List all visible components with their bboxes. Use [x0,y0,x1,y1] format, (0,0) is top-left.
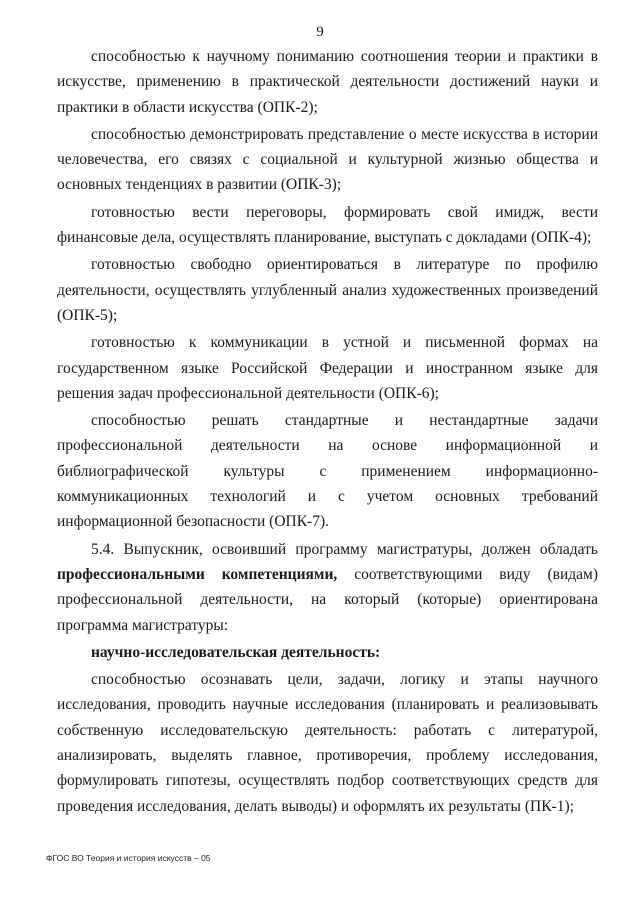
section-5-4-bold-term: профессиональными компетенциями, [57,565,338,583]
paragraph-opk-3: способностью демонстрировать представление о месте искусства в истории человечества, его связях с социальной и культурной жизнью общества и основных тенденциях в развитии (ОПК-3); [57,125,598,194]
subsection-heading: научно-исследовательская деятельность: [91,643,381,661]
paragraph-opk-5: готовностью свободно ориентироваться в литературе по профилю деятельности, осуществлять углубленный анализ художественных произведений (ОПК-5); [57,256,598,324]
paragraph-opk-6: готовностью к коммуникации в устной и письменной формах на государственном языке Российской Федерации и иностранном языке для решения задач профессиональной деятельности (ОПК-6); [57,334,598,402]
document-body [57,44,598,821]
section-5-4-prefix: 5.4. Выпускник, освоивший программу магистратуры, должен обладать [91,540,598,558]
section-5-4-suffix: соответствующими виду (видам) профессиональной деятельности, на который (которые) ориентирована программа магистратуры: [57,565,598,634]
paragraph-opk-7: способностью решать стандартные и нестандартные задачи профессиональной деятельности на основе информационной и библиографической культуры с применением информационно-коммуникационных технологий и с учетом основных требований информационной безопасности (ОПК-7). [57,412,598,531]
page-footer: ФГОС ВО Теория и история искусств – 05 [46,853,211,863]
page-number: 9 [316,24,324,40]
paragraph-section-5-4 [57,537,598,638]
paragraph-opk-2: способностью к научному пониманию соотношения теории и практики в искусстве, применению в практической деятельности достижений науки и практики в области искусства (ОПК-2); [57,48,598,116]
paragraph-opk-4: готовностью вести переговоры, формировать свой имидж, вести финансовые дела, осуществлять планирование, выступать с докладами (ОПК-4); [57,203,598,247]
paragraph-pk-1: способностью осознавать цели, задачи, логику и этапы научного исследования, проводить научные исследования (планировать и реализовывать собственную исследовательскую деятельность: работать с литературой, анализировать, выделять главное, противоречия, проблему исследования, формулировать гипотезы, осуществлять подбор соответствующих средств для проведения исследования, делать выводы) и оформлять их результаты (ПК-1); [57,671,598,815]
